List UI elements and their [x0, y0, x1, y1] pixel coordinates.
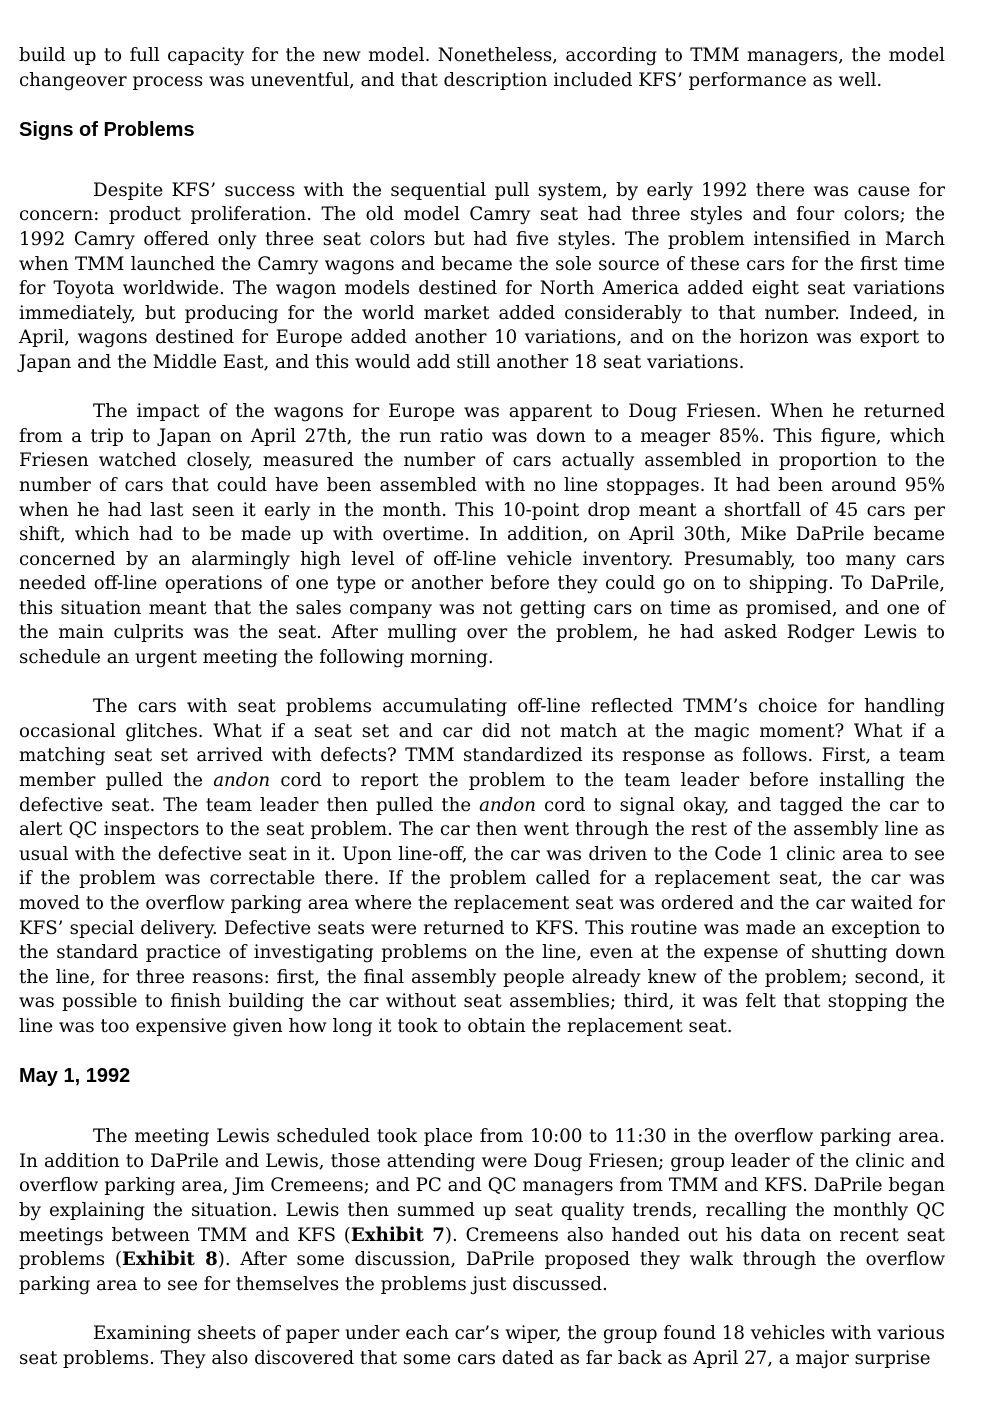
- paragraph-meeting: [19, 1125, 945, 1297]
- document-page: [19, 44, 945, 1396]
- andon-term: andon: [213, 770, 271, 792]
- paragraph-overflow-inspection: Examining sheets of paper under each car’s wiper, the group found 18 vehicles with various seat problems. They also discovered that some cars dated as far back as April 27, a major surprise: [19, 1322, 945, 1369]
- paragraph-seat-problem-handling: [19, 695, 945, 1039]
- exhibit-8-reference: Exhibit 8: [121, 1249, 218, 1271]
- text-segment: cord to signal okay, and tagged the car to alert QC inspectors to the seat problem. The car then went through the rest of the assembly line as usual with the defective seat in it. Upon line-off, the car was driven to the Code 1 clinic area to see if the problem was correctable there. If the problem called for a replacement seat, the car was moved to the overflow parking area where the replacement seat was ordered and the car waited for KFS’ special delivery. Defective seats were returned to KFS. This routine was made an exception to the standard practice of investigating problems on the line, even at the expense of shutting down the line, for three reasons: first, the final assembly people already knew of the problem; second, it was possible to finish building the car without seat assemblies; third, it was felt that stopping the line was too expensive given how long it took to obtain the replacement seat.: [19, 794, 945, 1037]
- text-segment: ). Cremeens also handed out his data on recent seat problems (: [19, 1224, 945, 1271]
- text-segment: ). After some discussion, DaPrile proposed they walk through the overflow parking area to see for themselves the problems just discussed.: [19, 1249, 946, 1295]
- section-heading-may-1-1992: May 1, 1992: [19, 1065, 131, 1088]
- text-segment: The meeting Lewis scheduled took place from 10:00 to 11:30 in the overflow parking area. In addition to DaPrile and Lewis, those attending were Doug Friesen; group leader of the clinic and overflow parking area, Jim Cremeens; and PC and QC managers from TMM and KFS. DaPrile began by explaining the situation. Lewis then summed up seat quality trends, recalling the monthly QC meetings between TMM and KFS (: [19, 1126, 945, 1246]
- text-segment: cord to report the problem to the team leader before installing the defective seat. The team leader then pulled the: [19, 770, 945, 816]
- section-heading-signs-of-problems: Signs of Problems: [19, 118, 195, 141]
- paragraph-run-ratio: The impact of the wagons for Europe was apparent to Doug Friesen. When he returned from a trip to Japan on April 27th, the run ratio was down to a meager 85%. This figure, which Friesen watched closely, measured the number of cars actually assembled in proportion to the number of cars that could have been assembled with no line stoppages. It had been around 95% when he had last seen it early in the month. This 10-point drop meant a shortfall of 45 cars per shift, which had to be made up with overtime. In addition, on April 30th, Mike DaPrile became concerned by an alarmingly high level of off-line vehicle inventory. Presumably, too many cars needed off-line operations of one type or another before they could go on to shipping. To DaPrile, this situation meant that the sales company was not getting cars on time as promised, and one of the main culprits was the seat. After mulling over the problem, he had asked Rodger Lewis to schedule an urgent meeting the following morning.: [19, 401, 945, 669]
- paragraph-product-proliferation: Despite KFS’ success with the sequential pull system, by early 1992 there was cause for concern: product proliferation. The old model Camry seat had three styles and four colors; the 1992 Camry offered only three seat colors but had five styles. The problem intensified in March when TMM launched the Camry wagons and became the sole source of these cars for the first time for Toyota worldwide. The wagon models destined for North America added eight seat variations immediately, but producing for the world market added considerably to that number. Indeed, in April, wagons destined for Europe added another 10 variations, and on the horizon was export to Japan and the Middle East, and this would add still another 18 seat variations.: [19, 179, 945, 373]
- paragraph-intro: build up to full capacity for the new model. Nonetheless, according to TMM managers, the model changeover process was uneventful, and that description included KFS’ performance as well.: [19, 45, 945, 91]
- exhibit-7-reference: Exhibit 7: [350, 1224, 445, 1246]
- text-segment: The cars with seat problems accumulating off-line reflected TMM’s choice for handling occasional glitches. What if a seat set and car did not match at the magic moment? What if a matching seat set arrived with defects? TMM standardized its response as follows. First, a team member pulled the: [19, 696, 945, 792]
- andon-term: andon: [479, 794, 536, 816]
